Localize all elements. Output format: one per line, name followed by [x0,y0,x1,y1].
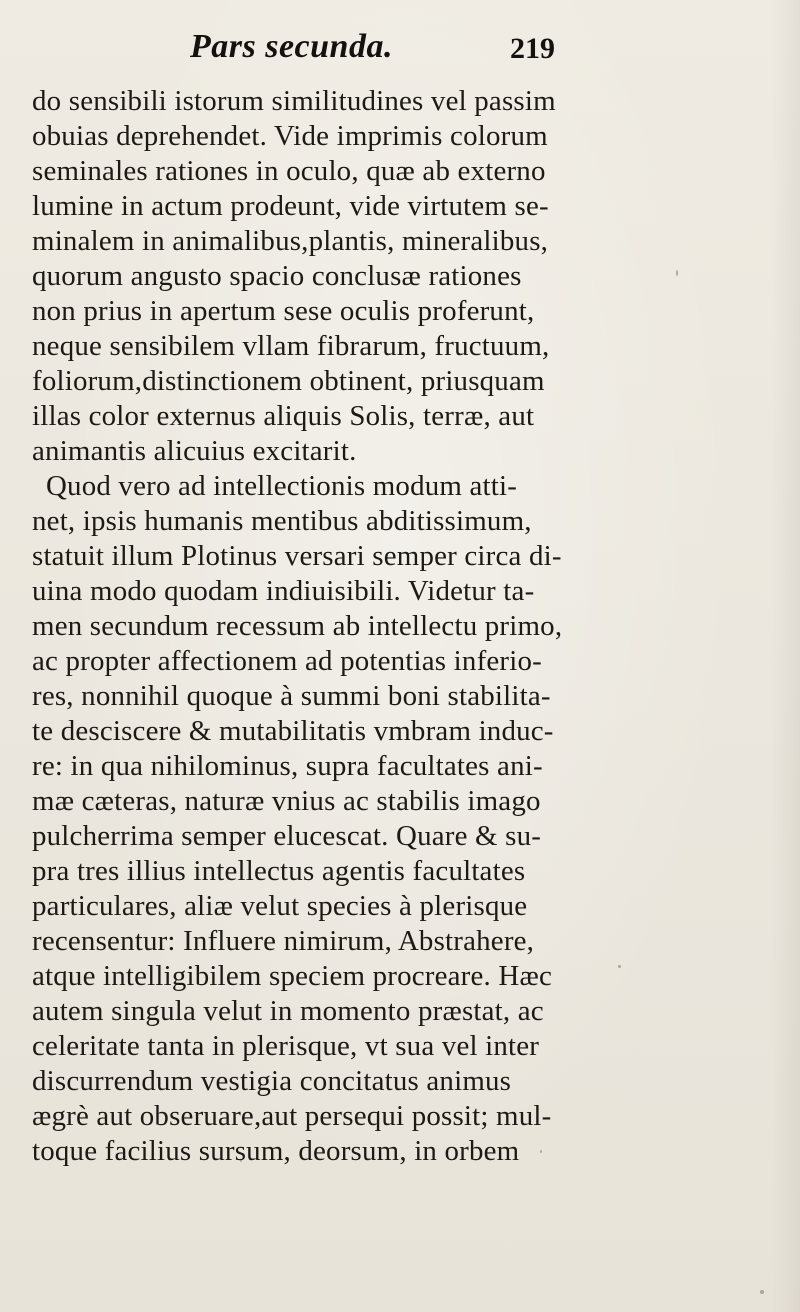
paper-speck [618,965,621,968]
text-line: pulcherrima semper elucescat. Quare & su- [32,820,542,852]
text-line: neque sensibilem vllam fibrarum, fructuum, [32,330,550,362]
page-header [40,28,770,76]
text-line: recensentur: Influere nimirum, Abstrahere, [32,925,535,957]
text-line: ægrè aut obseruare,aut persequi possit; mul- [32,1100,552,1132]
text-line: mæ cæteras, naturæ vnius ac stabilis imago [32,785,541,817]
paper-speck [760,1290,764,1294]
text-line: seminales rationes in oculo, quæ ab externo [32,155,546,187]
text-line: foliorum,distinctionem obtinent, priusquam [32,365,545,397]
text-line: animantis alicuius excitarit. [32,435,357,467]
text-line: uina modo quodam indiuisibili. Videtur ta- [32,575,535,607]
text-line: autem singula velut in momento præstat, ac [32,995,544,1027]
page-edge-shadow [770,0,800,1312]
text-line: discurrendum vestigia concitatus animus [32,1065,512,1097]
text-line: statuit illum Plotinus versari semper circa di- [32,540,562,572]
paragraph-start-line: Quod vero ad intellectionis modum atti- [45,470,518,502]
text-line: quorum angusto spacio conclusæ rationes [32,260,522,292]
text-line: celeritate tanta in plerisque, vt sua vel inter [32,1030,540,1062]
text-line: non prius in apertum sese oculis proferunt, [32,295,535,327]
paper-speck [540,1150,542,1153]
text-line: pra tres illius intellectus agentis facultates [32,855,526,887]
text-line: obuias deprehendet. Vide imprimis colorum [32,120,548,152]
text-line: minalem in animalibus,plantis, mineralibus, [32,225,549,257]
page-number: 219 [510,32,555,65]
running-head: Pars secunda. [190,28,393,65]
body-text [32,84,772,1169]
text-line: toque facilius sursum, deorsum, in orbem [32,1135,520,1167]
text-line: re: in qua nihilominus, supra facultates ani- [32,750,543,782]
text-line: illas color externus aliquis Solis, terræ, aut [32,400,535,432]
paper-speck [676,270,678,276]
text-line: te desciscere & mutabilitatis vmbram induc- [32,715,554,747]
text-line: ac propter affectionem ad potentias inferio- [32,645,542,677]
text-line: lumine in actum prodeunt, vide virtutem se- [32,190,549,222]
paper-speck [240,1160,242,1162]
text-line: do sensibili istorum similitudines vel passim [32,85,556,117]
text-line: net, ipsis humanis mentibus abditissimum, [32,505,532,537]
text-line: particulares, aliæ velut species à plerisque [32,890,528,922]
text-line: men secundum recessum ab intellectu primo, [32,610,563,642]
text-line: atque intelligibilem speciem procreare. Hæc [32,960,552,992]
text-line: res, nonnihil quoque à summi boni stabilita- [32,680,551,712]
